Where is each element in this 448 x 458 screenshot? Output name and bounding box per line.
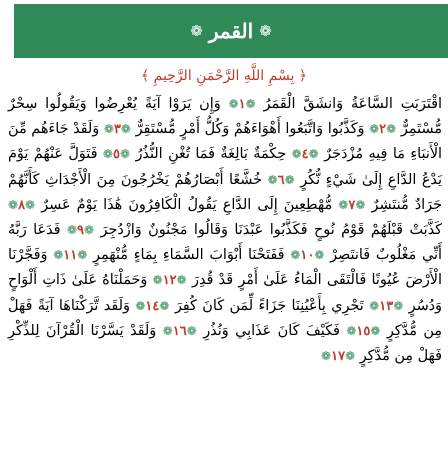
verse-text: فَكَيْفَ كَانَ عَذَابِي وَنُذُرِ — [203, 322, 340, 339]
verse-number-marker — [346, 323, 380, 339]
flower-ornament-icon: ❁ — [291, 147, 302, 162]
flower-ornament-icon: ❁ — [176, 273, 187, 288]
flower-ornament-icon: ❁ — [103, 122, 114, 137]
verse — [99, 121, 364, 137]
flower-ornament-icon: ❁ — [346, 323, 357, 338]
flower-ornament-icon: ❁ — [267, 172, 278, 187]
flower-ornament-icon: ❁ — [338, 197, 349, 212]
verse-number: ١١ — [63, 248, 78, 264]
verse-text: حِكْمَةٌ بَالِغَةٌ فَمَا تُغْنِ النُّذُرُ — [135, 146, 287, 163]
surah-title: القمر — [208, 19, 254, 43]
verse-number-marker — [369, 121, 396, 137]
verse-text: كَذَّبَتْ قَبْلَهُمْ قَوْمُ نُوحٍ فَكَذَّبُوا عَبْدَنَا وَقَالُوا مَجْنُونٌ وَازْدُجِرَ — [100, 222, 443, 239]
flower-ornament-icon: ❁ — [369, 298, 380, 313]
verse-number: ١٧ — [331, 349, 346, 365]
flower-ornament-icon: ❁ — [284, 172, 295, 187]
flower-ornament-icon: ❁ — [25, 197, 36, 212]
flower-ornament-icon: ❁ — [53, 248, 64, 263]
verse-text: وَلَقَدْ جَاءَهُم مِّنَ الْأَنبَاءِ مَا فِيهِ مُزْدَجَرٌ — [8, 121, 443, 163]
verse — [221, 96, 442, 112]
verse-number-marker — [163, 323, 197, 339]
flower-ornament-icon: ❁ — [370, 323, 381, 338]
flower-ornament-icon: ❁ — [314, 248, 325, 263]
verse-text: وَلَقَد تَّرَكْنَاهَا آيَةً فَهَلْ مِن مُّدَّكِرٍ — [8, 297, 442, 339]
flower-ornament-icon: ❁ — [120, 122, 131, 137]
flower-ornament-icon: ❁ — [77, 248, 88, 263]
verse-text: فَفَتَحْنَا أَبْوَابَ السَّمَاءِ بِمَاءٍ مُّنْهَمِرٍ — [93, 247, 285, 264]
verse-number-marker — [338, 197, 365, 213]
verse-number: ١٠ — [300, 248, 315, 264]
verse-number-marker — [292, 146, 319, 162]
verse-text: وَإِن يَرَوْا آيَةً يُعْرِضُوا وَيَقُولُوا سِحْرٌ مُّسْتَمِرٌّ — [8, 96, 442, 138]
flower-ornament-icon: ❁ — [393, 298, 404, 313]
verse-number-marker — [53, 247, 87, 263]
flower-ornament-icon: ❁ — [102, 147, 113, 162]
verse-number: ٣ — [113, 122, 121, 138]
verse — [130, 298, 364, 314]
verses-text — [8, 92, 442, 369]
verse-text: وَفَجَّرْنَا الْأَرْضَ عُيُونًا فَالْتَقَى الْمَاءُ عَلَىٰ أَمْرٍ قَدْ قُدِرَ — [8, 247, 443, 289]
verse-number: ١٢ — [162, 273, 177, 289]
verse-number: ٢ — [379, 122, 387, 138]
verse-number: ٦ — [277, 172, 285, 188]
verse-number: ٧ — [348, 197, 356, 213]
verse-number: ١٣ — [379, 298, 394, 314]
verse-number-marker — [369, 298, 403, 314]
surah-title-group — [190, 19, 272, 43]
verse-number-marker — [8, 197, 35, 213]
flower-ornament-icon: ❁ — [186, 323, 197, 338]
verse-number-marker — [290, 247, 324, 263]
verse-number: ١٤ — [145, 298, 160, 314]
verse-text: مُّهْطِعِينَ إِلَى الدَّاعِ يَقُولُ الْكَافِرُونَ هَٰذَا يَوْمٌ عَسِرٌ — [41, 196, 333, 213]
verse-number-marker — [229, 96, 256, 112]
verse — [97, 146, 286, 162]
basmala: ﴿ بِسْمِ اللَّهِ الرَّحْمَنِ الرَّحِيمِ ﴾ — [140, 68, 308, 84]
flower-ornament-icon: ❁ — [66, 223, 78, 238]
verse-text: خُشَّعًا أَبْصَارُهُمْ يَخْرُجُونَ مِنَ الْأَجْدَاثِ كَأَنَّهُمْ جَرَادٌ مُّنتَشِرٌ — [8, 171, 443, 213]
verse-number-marker — [135, 298, 169, 314]
flower-ornament-icon: ❁ — [355, 197, 366, 212]
verse-text: اقْتَرَبَتِ السَّاعَةُ وَانشَقَّ الْقَمَرُ — [263, 96, 443, 112]
surah-header — [14, 4, 448, 58]
flower-ornament-icon: ❁ — [228, 97, 239, 111]
verse-number-marker — [104, 121, 131, 137]
flower-ornament-icon: ❁ — [369, 122, 380, 137]
verse-number-marker — [153, 272, 187, 288]
flower-ornament-icon: ❁ — [152, 273, 163, 288]
verse-text: وَلَقَدْ يَسَّرْنَا الْقُرْآنَ لِلذِّكْرِ فَهَلْ مِن مُّدَّكِرٍ — [8, 322, 442, 365]
verse-number-marker — [321, 348, 355, 364]
flower-ornament-icon: ❁ — [119, 147, 130, 162]
flower-ornament-icon: ❁ — [386, 122, 397, 137]
verse — [61, 222, 442, 238]
verse — [156, 323, 340, 339]
verse — [8, 197, 332, 213]
flower-ornament-icon: ❁ — [162, 323, 173, 338]
verse-number-marker — [67, 222, 94, 238]
flower-ornament-icon: ❁ — [84, 223, 95, 238]
flower-ornament-icon: ❁ — [245, 97, 256, 111]
ornament-left-icon: ❁ — [190, 22, 203, 40]
flower-ornament-icon: ❁ — [321, 349, 332, 364]
flower-ornament-icon: ❁ — [8, 197, 19, 212]
ornament-right-icon: ❁ — [259, 22, 272, 40]
verse — [47, 247, 284, 263]
flower-ornament-icon: ❁ — [135, 298, 146, 313]
flower-ornament-icon: ❁ — [290, 248, 301, 263]
verse-number: ١٦ — [172, 323, 187, 339]
verse-number: ١ — [238, 97, 246, 112]
verse-text: وَحَمَلْنَاهُ عَلَىٰ ذَاتِ أَلْوَاحٍ وَدُسُرٍ — [8, 272, 442, 314]
verse-number: ١٥ — [356, 323, 371, 339]
flower-ornament-icon: ❁ — [345, 349, 356, 364]
verse-text: فَتَوَلَّ عَنْهُمْ يَوْمَ يَدْعُ الدَّاعِ إِلَىٰ شَيْءٍ نُّكُرٍ — [8, 146, 442, 188]
verse-number: ٥ — [112, 147, 120, 163]
verse-number: ٩ — [77, 223, 85, 239]
verse-number-marker — [268, 172, 295, 188]
verse-text: فَدَعَا رَبَّهُ أَنِّي مَغْلُوبٌ فَانتَصِرْ — [8, 222, 442, 264]
verse-number: ٤ — [301, 147, 309, 163]
verse-text: تَجْرِي بِأَعْيُنِنَا جَزَاءً لِّمَن كَانَ كُفِرَ — [174, 297, 364, 314]
verse-number: ٨ — [18, 197, 26, 213]
verse-number-marker — [103, 146, 130, 162]
flower-ornament-icon: ❁ — [308, 147, 319, 162]
flower-ornament-icon: ❁ — [159, 298, 170, 313]
verse-text: وَكَذَّبُوا وَاتَّبَعُوا أَهْوَاءَهُمْ وَكُلُّ أَمْرٍ مُّسْتَقِرٌّ — [135, 121, 365, 138]
